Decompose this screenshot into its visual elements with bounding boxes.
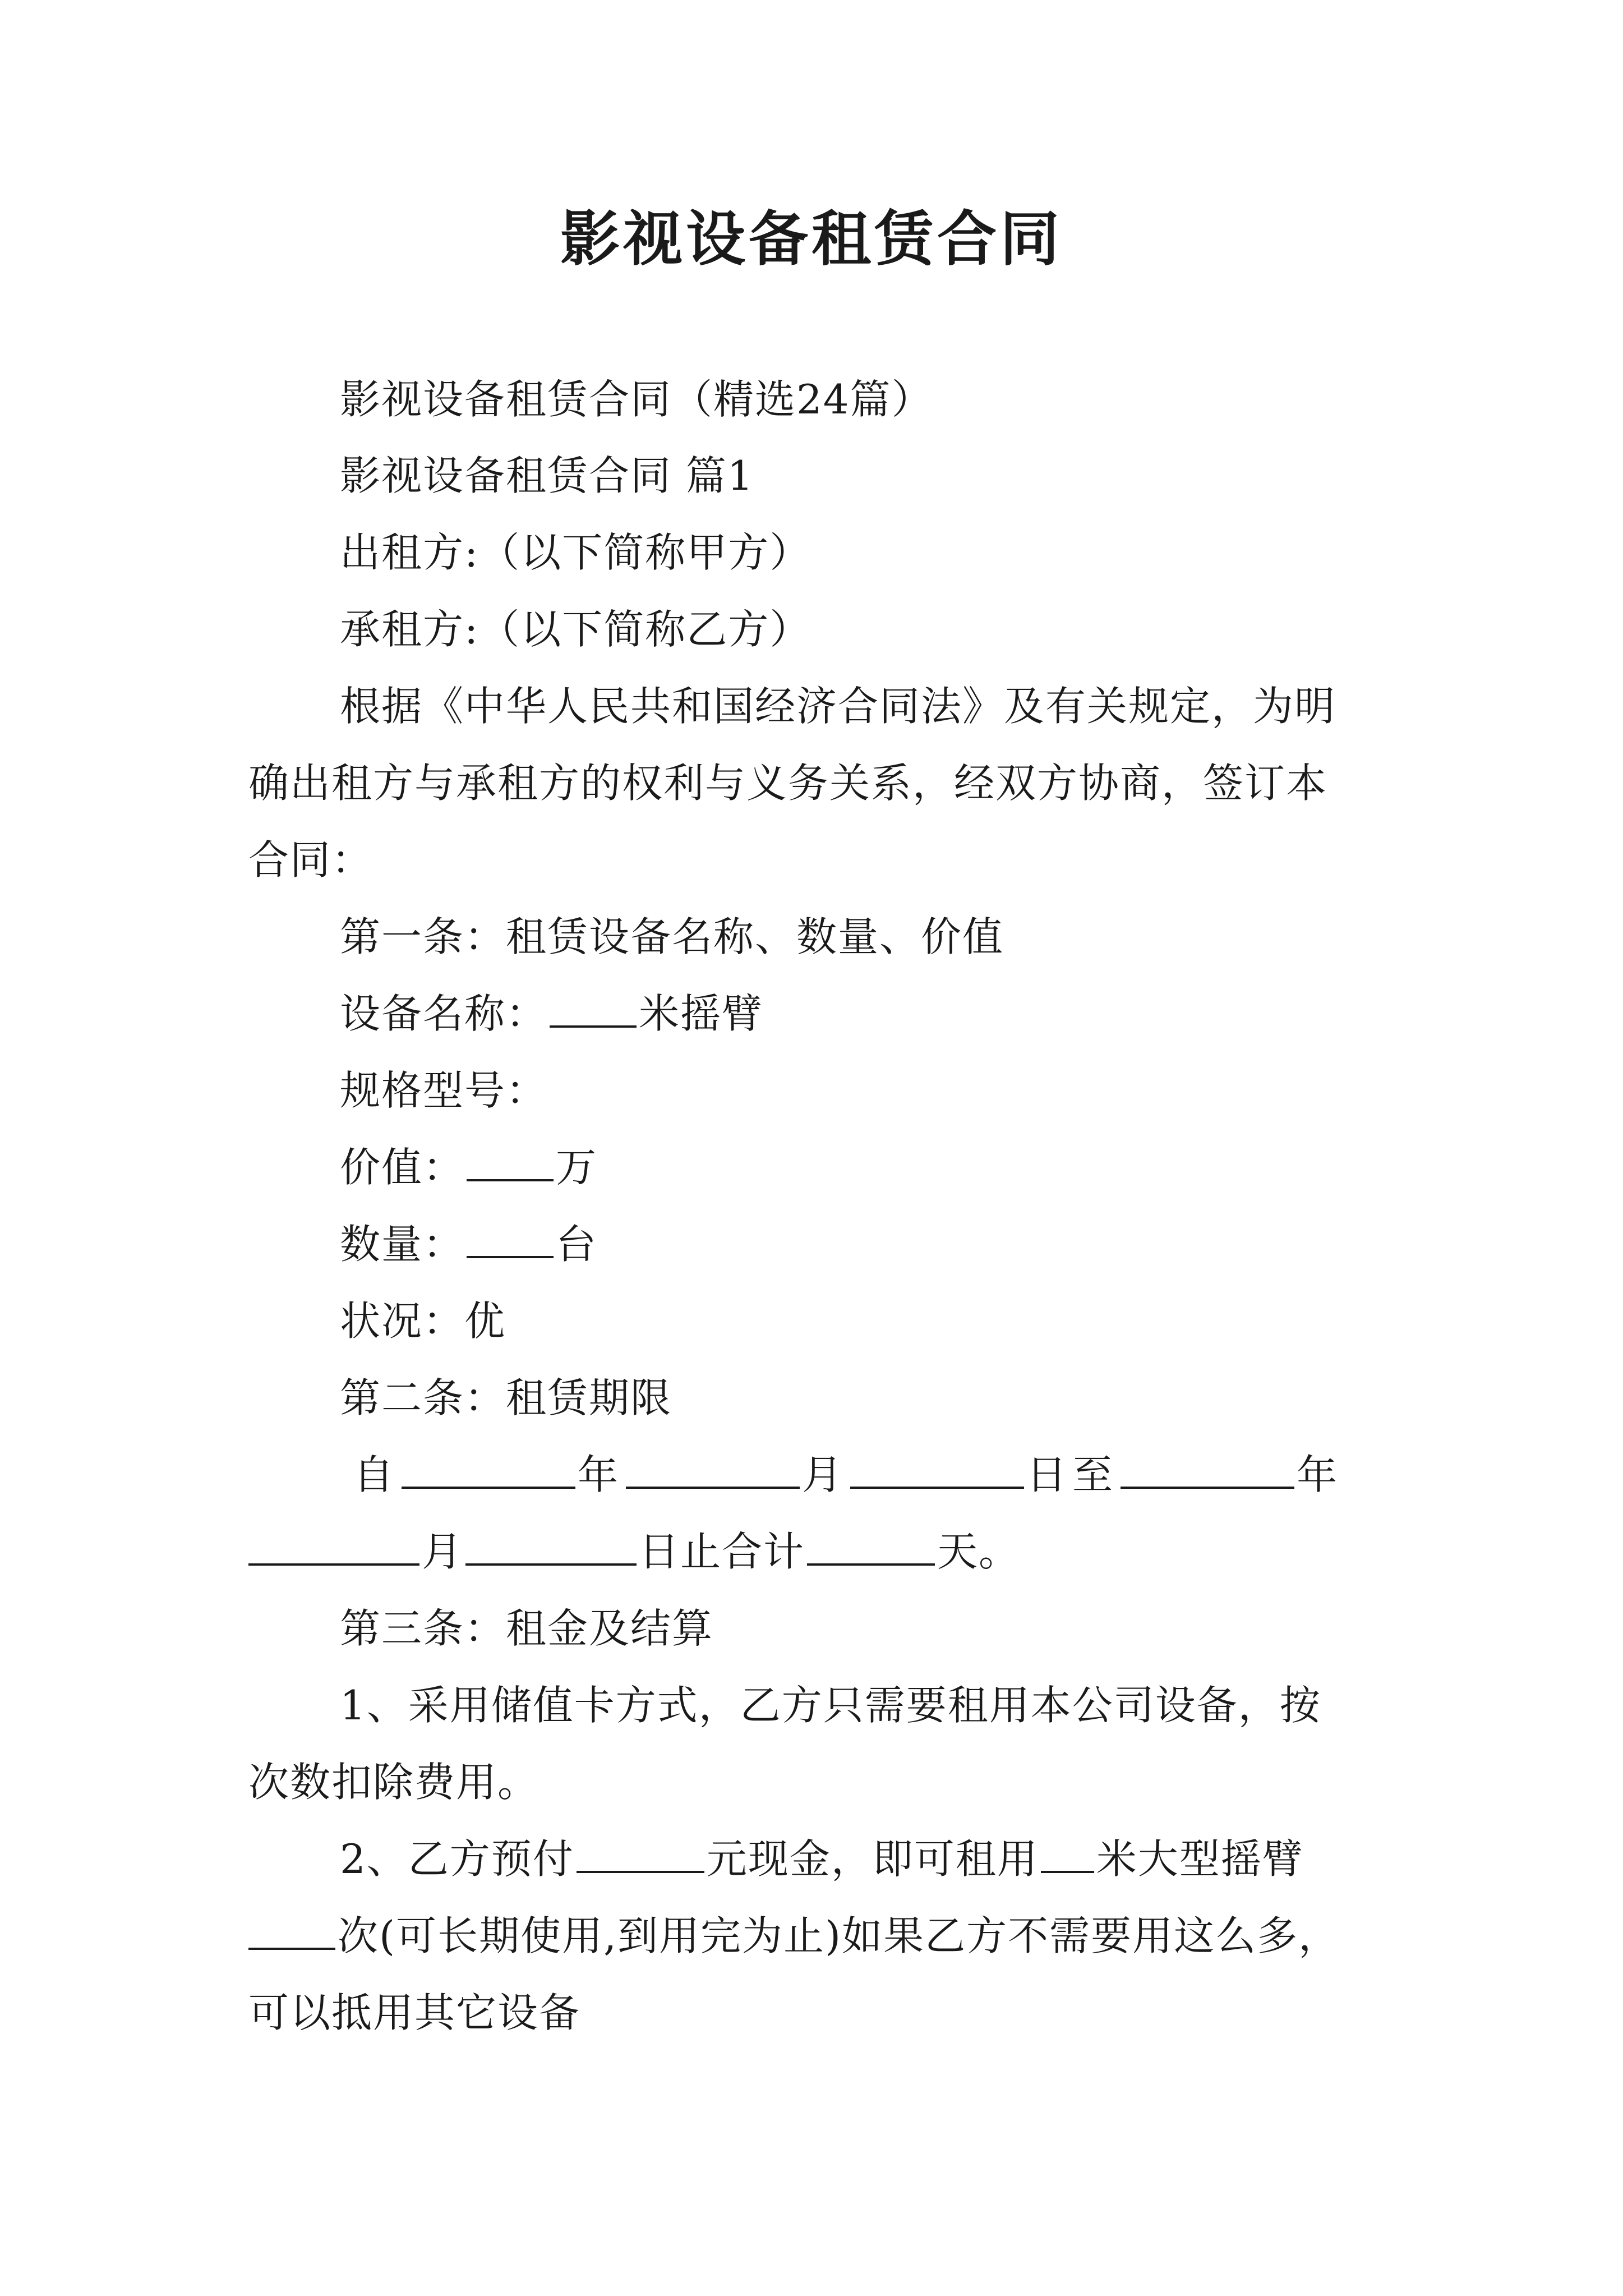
chapter-heading: 影视设备租赁合同 篇1 xyxy=(340,452,754,499)
term-end-month-blank xyxy=(248,1529,419,1566)
item-2-suffix: 米大型摇臂 xyxy=(1096,1835,1304,1883)
prepay-amount-blank xyxy=(577,1836,704,1873)
equipment-name-blank xyxy=(550,991,637,1028)
item-2-line-3: 可以抵用其它设备 xyxy=(248,1989,581,2036)
item-2-line-2 xyxy=(248,1909,1340,1963)
term-start-day-blank xyxy=(850,1452,1024,1489)
intro-line-1: 根据《中华人民共和国经济合同法》及有关规定，为明 xyxy=(340,683,1336,730)
item-2-line-2-text: 次(可长期使用,到用完为止)如果乙方不需要用这么多， xyxy=(338,1912,1340,1959)
crane-length-blank xyxy=(1041,1836,1094,1873)
item-2-middle: 元现金，即可租用 xyxy=(706,1835,1039,1883)
intro-line-2: 确出租方与承租方的权利与义务关系，经双方协商，签订本 xyxy=(248,760,1328,807)
term-line-1 xyxy=(353,1448,1343,1502)
item-2-line-1 xyxy=(340,1832,1304,1886)
term-end: 日止合计 xyxy=(639,1528,805,1575)
term-start-year-blank xyxy=(402,1452,575,1489)
equipment-name-label: 设备名称： xyxy=(340,990,548,1037)
condition-line: 状况：优 xyxy=(340,1297,506,1345)
lessee-line: 承租方:（以下简称乙方） xyxy=(340,606,811,653)
item-2-prefix: 2、乙方预付 xyxy=(340,1835,574,1883)
value-label: 价值： xyxy=(340,1144,465,1191)
term-month-2: 月 xyxy=(422,1528,464,1575)
subtitle-line: 影视设备租赁合同（精选24篇） xyxy=(340,376,933,423)
equipment-name-suffix: 米摇臂 xyxy=(639,990,764,1037)
term-days: 天。 xyxy=(937,1528,1021,1575)
term-year-2: 年 xyxy=(1297,1451,1343,1498)
document-title: 影视设备租赁合同 xyxy=(560,204,1063,274)
value-suffix: 万 xyxy=(556,1144,598,1191)
equipment-name-line xyxy=(340,987,763,1041)
term-end-year-blank xyxy=(1121,1452,1294,1489)
term-end-day-blank xyxy=(465,1529,637,1566)
value-line xyxy=(340,1140,597,1194)
model-line: 规格型号： xyxy=(340,1067,548,1114)
term-day-to: 日至 xyxy=(1026,1451,1119,1498)
term-from: 自 xyxy=(353,1451,400,1498)
quantity-blank xyxy=(467,1221,554,1258)
value-blank xyxy=(467,1144,554,1181)
usage-count-blank xyxy=(248,1913,335,1950)
term-line-2 xyxy=(248,1525,1020,1579)
article-2-title: 第二条：租赁期限 xyxy=(340,1374,672,1421)
lessor-line: 出租方:（以下简称甲方） xyxy=(340,529,811,576)
article-1-title: 第一条：租赁设备名称、数量、价值 xyxy=(340,913,1004,960)
term-month: 月 xyxy=(802,1451,849,1498)
term-days-blank xyxy=(807,1529,935,1566)
term-year: 年 xyxy=(578,1451,624,1498)
intro-line-3: 合同： xyxy=(248,836,374,884)
quantity-line xyxy=(340,1217,597,1271)
quantity-suffix: 台 xyxy=(556,1221,598,1268)
item-1-line-1: 1、采用储值卡方式，乙方只需要租用本公司设备，按 xyxy=(340,1682,1321,1729)
article-3-title: 第三条：租金及结算 xyxy=(340,1605,714,1652)
item-1-line-2: 次数扣除费用。 xyxy=(248,1759,540,1806)
quantity-label: 数量： xyxy=(340,1221,465,1268)
term-start-month-blank xyxy=(626,1452,800,1489)
